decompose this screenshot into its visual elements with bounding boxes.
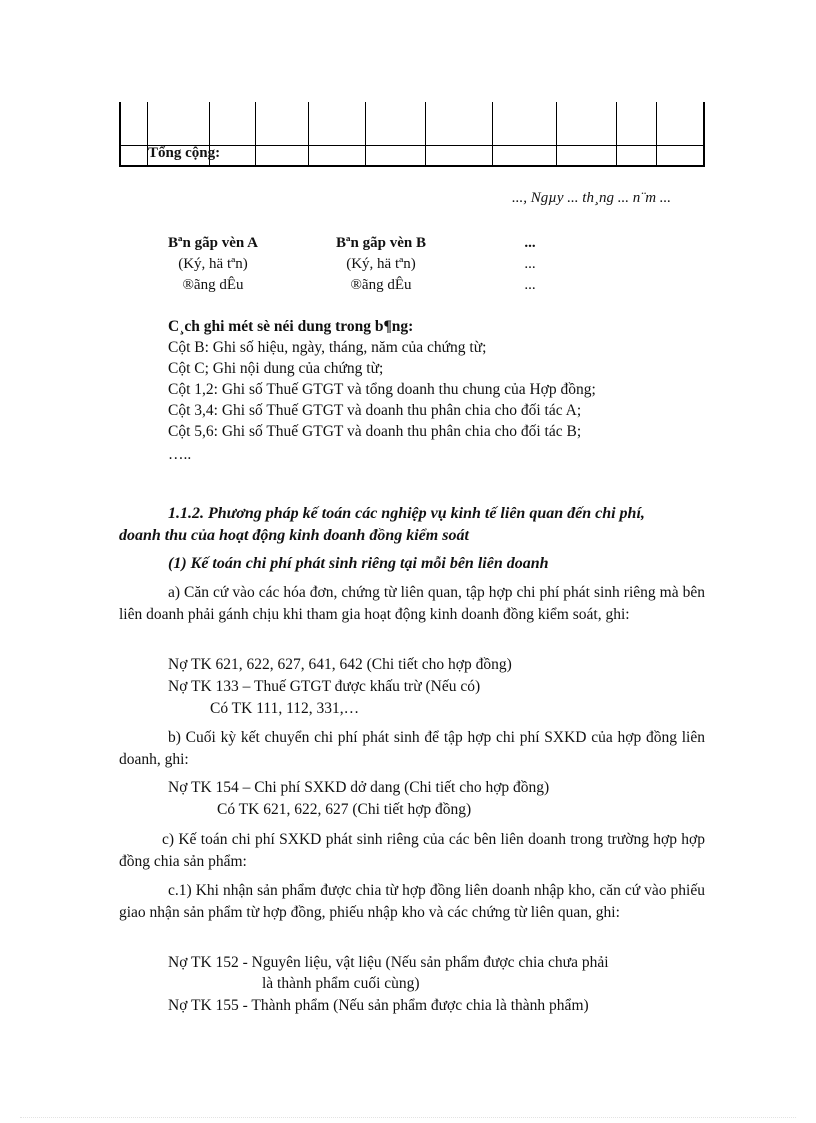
- entry-b1: Nợ TK 154 – Chi phí SXKD dở dang (Chi tiết cho hợp đồng): [168, 779, 550, 796]
- signature-sub2-c: ...: [524, 277, 536, 293]
- table-total-label: Tổng cộng:: [148, 145, 221, 161]
- signature-block-a: [150, 233, 276, 296]
- guide-heading: C¸ch ghi mét sè néi dung trong b¶ng:: [168, 318, 414, 335]
- entry-b2: Có TK 621, 622, 627 (Chi tiết hợp đồng): [217, 801, 472, 818]
- paragraph-c1: c.1) Khi nhận sản phẩm được chia từ hợp đồng liên doanh nhập kho, căn cứ vào phiếu giao nhận sản phẩm từ hợp đồng, phiếu nhập kho và các chứng từ liên quan, ghi:: [119, 882, 705, 921]
- entry-c2: Nợ TK 155 - Thành phẩm (Nếu sản phẩm được chia là thành phẩm): [168, 997, 589, 1014]
- entry-c1-cont: là thành phẩm cuối cùng): [262, 975, 420, 992]
- guide-line: Cột 1,2: Ghi số Thuế GTGT và tổng doanh thu chung của Hợp đồng;: [168, 381, 596, 398]
- sub-heading: (1) Kế toán chi phí phát sinh riêng tại mỗi bên liên doanh: [168, 555, 549, 572]
- section-heading-line2: doanh thu của hoạt động kinh doanh đồng kiểm soát: [119, 527, 469, 544]
- signature-title-b: Bªn gãp vèn B: [336, 235, 426, 251]
- paragraph-b: b) Cuối kỳ kết chuyển chi phí phát sinh để tập hợp chi phí SXKD của hợp đồng liên doanh, ghi:: [119, 729, 705, 768]
- guide-line: Cột 3,4: Ghi số Thuế GTGT và doanh thu phân chia cho đối tác A;: [168, 402, 582, 419]
- guide-line: Cột B: Ghi số hiệu, ngày, tháng, năm của chứng từ;: [168, 339, 487, 356]
- page-bottom-divider: [20, 1117, 796, 1118]
- entry-c1: Nợ TK 152 - Nguyên liệu, vật liệu (Nếu sản phẩm được chia chưa phải: [168, 954, 609, 971]
- entry-a2: Nợ TK 133 – Thuế GTGT được khấu trừ (Nếu có): [168, 678, 481, 695]
- guide-line: Cột 5,6: Ghi số Thuế GTGT và doanh thu phân chia cho đối tác B;: [168, 423, 582, 440]
- signature-sub2-a: ®ãng dÊu: [182, 277, 244, 293]
- paragraph-a: a) Căn cứ vào các hóa đơn, chứng từ liên quan, tập hợp chi phí phát sinh riêng mà bên liên doanh phải gánh chịu khi tham gia hoạt động kinh doanh đồng kiểm soát, ghi:: [119, 584, 705, 623]
- signature-title-c: ...: [524, 235, 536, 251]
- guide-line: Cột C; Ghi nội dung của chứng từ;: [168, 360, 384, 377]
- signature-sub1-c: ...: [524, 256, 536, 272]
- paragraph-c: c) Kế toán chi phí SXKD phát sinh riêng của các bên liên doanh trong trường hợp hợp đồng chia sản phẩm:: [119, 831, 705, 870]
- section-heading-line1: 1.1.2. Phương pháp kế toán các nghiệp vụ kinh tế liên quan đến chi phí,: [168, 505, 645, 522]
- signature-sub2-b: ®ãng dÊu: [350, 277, 412, 293]
- signature-block-c: [515, 233, 545, 296]
- date-line: ..., Ngµy ... th¸ng ... n¨m ...: [512, 190, 672, 206]
- signature-sub1-a: (Ký, hä tªn): [178, 256, 248, 272]
- guide-line: …..: [168, 446, 192, 463]
- signature-block-b: [318, 233, 444, 296]
- entry-a1: Nợ TK 621, 622, 627, 641, 642 (Chi tiết cho hợp đồng): [168, 656, 512, 673]
- signature-title-a: Bªn gãp vèn A: [168, 235, 258, 251]
- entry-a3: Có TK 111, 112, 331,…: [210, 700, 360, 717]
- signature-sub1-b: (Ký, hä tªn): [346, 256, 416, 272]
